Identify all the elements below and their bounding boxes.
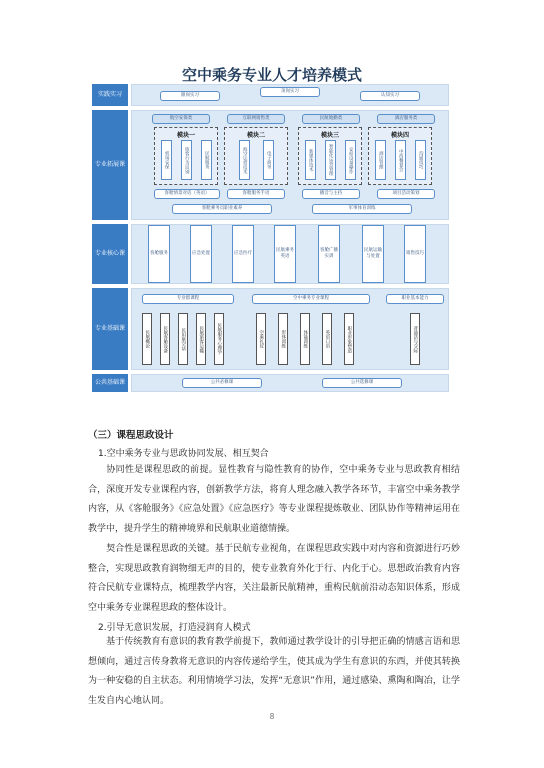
subsection-heading: 1.空中乘务专业与思政协同发展、相互契合 [98,449,269,459]
basic-course: 体能训练 [300,313,310,365]
row-practice [131,84,449,106]
module-3 [298,127,362,185]
basic-course: 民航概论 [142,313,152,365]
row-label-practice: 实践实习 [92,84,128,106]
module-2 [224,127,288,185]
practice-item: 认知实习 [360,91,420,101]
basic-course: 英语口语 [322,313,332,365]
expansion-course: 客舱情景对话（英语） [154,189,220,199]
row-label-basic: 专业基础课 [92,288,128,370]
practice-item: 顶岗实习 [260,87,320,97]
expansion-course: 军事体育训练 [312,204,412,214]
basic-course: 民航旅客运输 [196,313,206,365]
module-item: 旅客行为识别 [181,140,192,180]
core-course: 民航运输与处置 [362,225,384,283]
expansion-course: 客舱服务手语 [227,189,285,199]
module-1 [154,127,218,185]
module-title: 模块二 [246,132,265,139]
expansion-category: 酒店服务类 [377,114,435,124]
paragraph [88,633,460,711]
section-heading: （三）课程思政设计 [88,430,174,441]
practice-item: 跟岗实习 [160,91,220,101]
row-professional [131,110,449,220]
module-item: 新媒体技术 [305,140,316,180]
row-label-core: 专业核心课 [92,224,128,284]
paragraph-text: 契合性是课程思政的关键。基于民航专业视角，在课程思政实践中对内容和资源进行巧妙整合，实现思政教育润物细无声的目的，使专业教育外化于行、内化于心。思想政治教育内容符合民航专业课特点，梳理教学内容，关注最新民航精神，重构民航前沿动态知识体系，形成空中乘务专业课程思政的整体设计。 [88,544,460,613]
basic-group-label: 职业基本能力 [386,294,444,304]
paragraph [88,540,460,618]
module-item: 沟通技巧 [415,140,426,180]
expansion-course: 项目活动策划 [377,189,435,199]
expansion-course: 播音与主持 [302,189,360,199]
row-core [131,224,449,284]
basic-course: 民航服务心理学 [214,313,224,365]
row-label-professional: 专业拓展课 [92,110,128,220]
module-title: 模块一 [176,132,195,139]
module-title: 模块三 [320,132,339,139]
module-item: 海空运营技术 [239,140,250,180]
subsection-heading: 2.引导无意识发展，打造浸润育人模式 [98,623,251,633]
expansion-category: 互联网销售类 [227,114,285,124]
core-course: 销售技巧 [404,225,426,283]
basic-course: 空乘礼仪 [256,313,266,365]
expansion-course: 客舱乘务员职业素养 [172,204,272,214]
module-item: 中西餐宴会 [395,140,406,180]
paragraph-text: 协同性是课程思政的前提。显性教育与隐性教育的协作，空中乘务专业与思政教育相结合，深度开发专业课程内容，创新教学方法，将育人理念融入教学各环节，丰富空中乘务教学内容，从《客舱服务》《应急处置》《应急医疗》等专业课程提炼敬业、团队协作等精神运用在教学中，提升学生的精神境界和民航职业道德情操。 [88,465,460,534]
row-public [131,374,449,392]
module-title: 模块四 [390,132,409,139]
module-item: 安检设备操作 [345,140,356,180]
basic-group-label: 空中乘务专业课程 [252,294,370,304]
module-item: 电子商务 [263,140,274,180]
basic-course: 形体训练 [278,313,288,365]
basic-course: 民用航空法 [178,313,188,365]
paragraph-text: 基于传统教育有意识的教育教学前提下，教师通过教学设计的引导把正确的情感言语和思想倾向，通过言传身教将无意识的内容传递给学生，使其成为学生有意识的东西，并使其转换为一种安稳的自主状态。利用情境学习法，发挥“无意识”作用，通过感染、熏陶和陶冶，让学生发自内心地认同。 [88,637,460,706]
core-course: 客舱服务 [148,225,170,283]
figure-title: 空中乘务专业人才培养模式 [181,66,362,84]
module-4 [368,127,432,185]
core-course: 应急处置 [190,225,212,283]
public-course: 公共选修课 [322,378,402,388]
basic-course: 职业形象塑造 [344,313,354,365]
row-label-public: 公共基础课 [92,374,128,392]
public-course: 公共必修课 [182,378,262,388]
paragraph [88,461,460,539]
module-item: 智能化运营管理 [325,140,336,180]
row-basic [131,288,449,370]
core-course: 应急医疗 [232,225,254,283]
expansion-category: 民航地勤类 [302,114,360,124]
module-item: 机场安保 [161,140,172,180]
basic-group-label: 专业群课程 [142,294,234,304]
expansion-category: 航空安保类 [152,114,210,124]
module-item: 酒店管理 [375,140,386,180]
core-course: 民航乘务英语 [274,225,296,283]
basic-course: 普通话与交际 [410,313,420,365]
page-number: 8 [269,712,275,721]
basic-course: 民航客舱设备 [160,313,170,365]
module-item: 民航服务 [201,140,212,180]
core-course: 客舱广播实训 [318,225,340,283]
